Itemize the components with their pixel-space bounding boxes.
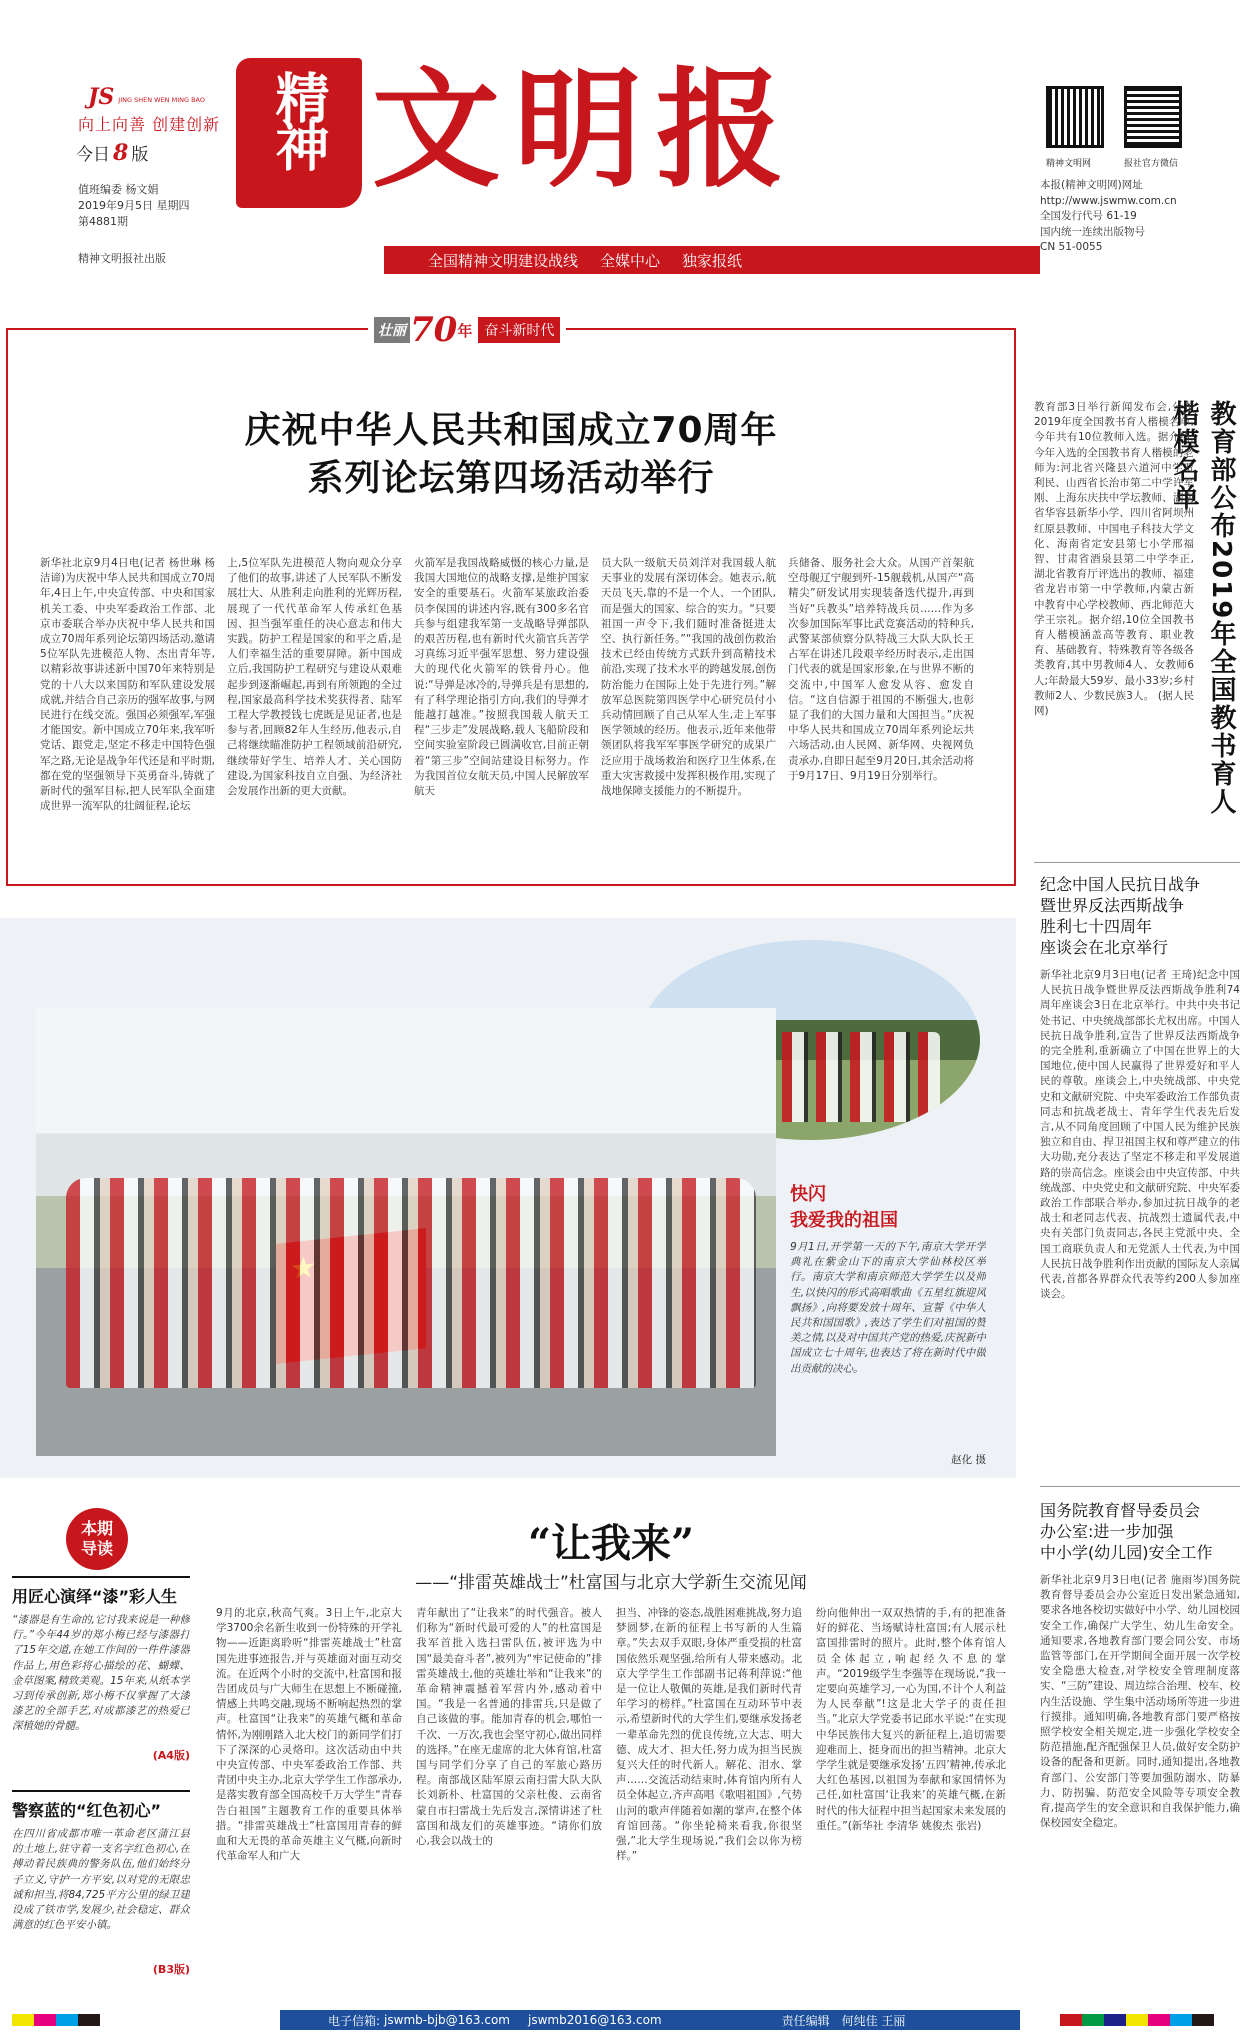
color-swatch	[1082, 2014, 1104, 2026]
color-swatch	[34, 2014, 56, 2026]
title-seal	[236, 58, 362, 208]
color-bar-right	[1060, 2014, 1214, 2026]
photo-credit: 赵化 摄	[951, 1454, 986, 1466]
title-seal-text: 精神	[267, 70, 331, 166]
info-line-5: CN 51-0055	[1040, 241, 1103, 253]
footer-bar	[280, 2010, 1020, 2030]
lead-title-line1: 庆祝中华人民共和国成立70周年	[244, 410, 778, 451]
color-bar-left	[12, 2014, 122, 2026]
feature-column-4: 纷向他伸出一双双热情的手,有的把准备好的鲜花、当场赋诗杜富国;有人展示杜富国排雷时的照片。此时,整个体育馆人员全体起立,响起经久不息的掌声。“2019级学生李强等在现场说,“我一定要向英雄学习,一心为国,不计个人利益为人民奉献”!这是北大学子的责任担当。”北京大学党委书记邱水平说:“在实现中华民族伟大复兴的新征程上,追切需要迎难而上、挺身而出的担当精神。北京大学学生就是要继承发扬‘五四’精神,传承北大红色基因,以祖国为奉献和家国情怀为己任,如杜富国‘让我来’的英雄气概,在新时代的伟大征程中担当起国家未来发展的重任。”(新华社 李清华 姚俊杰 张岩)	[816, 1607, 1006, 1832]
qr-label-website: 精神文明网	[1046, 159, 1092, 169]
info-line-3: 全国发行代号 61-19	[1040, 210, 1137, 222]
guide-item-1-title: 用匠心演绎“漆”彩人生	[12, 1587, 178, 1606]
feature-column-2: 青年献出了“让我来”的时代强音。被人们称为“新时代最可爱的人”的杜富国是我军首批入选扫雷队伍,被评选为中国“最美奋斗者”,被列为“牢记使命的”排雷英雄战士,他的英雄壮举和“让我来”的革命精神震撼着军营内外,感动着中国。“我是一名普通的排雷兵,只是做了自己该做的事。能加青春的机会,哪怕一千次、一万次,我也会坚守初心,做出同样的选择。”在座无虚席的北大体育馆,杜富国与同学们分享了自己的军旅心路历程。南部战区陆军原云南扫雷大队大队长刘新朴、杜富国的父亲杜俊、云南省蒙自市扫雷战士先后发言,深情讲述了杜富国和战友们的英雄事迹。“请你们放心,我会以战士的	[416, 1607, 602, 1848]
feature-title: “让我来”	[527, 1520, 694, 1567]
feature-story	[206, 1512, 1016, 1990]
lead-column-5: 兵储备、服务社会大众。从国产首架航空母舰辽宁舰到歼-15舰载机,从国产“高精尖”研发试用实现装备迭代提升,再到当好“兵教头”培养特战兵员……作为多次参加国际军事比武竞赛活动的特种兵,武警某部侦察分队特战三大队大队长王占军在讲述几段艰辛经历时表示,走出国门代表的就是国家形象,在与世界不断的交流中,中国军人愈发从容、愈发自信。“这自信源于祖国的不断强大,也彰显了我们的大国力量和大国担当。”庆祝中华人民共和国成立70周年系列论坛共六场活动,由人民网、新华网、央视网负责承办,自即日起至9月20日,其余活动将于9月17日、9月19日分别举行。	[788, 557, 974, 782]
issue-number: 第4881期	[78, 215, 128, 228]
guide-item-2[interactable]	[12, 1790, 190, 1977]
lead-title-line2: 系列论坛第四场活动举行	[307, 458, 715, 499]
color-swatch	[100, 2014, 122, 2026]
banner-zhuangli: 壮丽	[374, 317, 410, 343]
banner-nian: 年	[457, 321, 473, 340]
color-swatch	[56, 2014, 78, 2026]
color-swatch	[1126, 2014, 1148, 2026]
footer-email-label: 电子信箱:	[328, 2013, 381, 2028]
banner-70	[368, 312, 566, 348]
side-story-antiwar	[1040, 874, 1240, 1434]
footer-duty-label: 责任编辑	[781, 2013, 830, 2028]
lead-column-2: 上,5位军队先进模范人物向观众分享了他们的故事,讲述了人民军队不断发展壮大、从胜利走向胜利的光辉历程,展现了一代代革命军人传承红色基因、担当强军重任的决心意志和伟大实践。防护工程是国家的和平之盾,是人们幸福生活的重要屏障。新中国成立后,我国防护工程研究与建设从艰难起步到逐渐崛起,再到有所领跑的全过程,国家最高科学技术奖获得者、陆军工程大学教授钱七虎既是见证者,也是参与者,回顾82年人生经历,他表示,自己将继续瞄准防护工程领域前沿研究,继续带好学生、培养人才、关心国防建设,为国家科技自立自强、为经济社会发展作出新的更大贡献。	[227, 557, 402, 798]
photo-section	[0, 918, 1016, 1478]
side3-title-line3: 中小学(幼儿园)安全工作	[1040, 1543, 1213, 1562]
info-line-4: 国内统一连续出版物号	[1040, 225, 1145, 238]
publisher: 精神文明报社出版	[78, 252, 166, 265]
issue-date: 2019年9月5日 星期四	[78, 199, 190, 212]
tagline-item-2: 全媒中心	[600, 251, 661, 270]
side2-title-line4: 座谈会在北京举行	[1040, 938, 1169, 957]
guide-item-1-text: “漆器是有生命的,它讨我来说是一种修行。”今年44岁的郑小梅已经与漆器打了15年交道,在她工作间的一件件漆器作品上,用色彩将心描绘的花、蝴蝶、金草图案,精致美观。15年来,从纸本学习到传承创新,郑小梅不仅掌握了大漆漆艺的全部手艺,对成都漆艺的热爱已深植她的骨髓。	[12, 1614, 190, 1733]
side-story-safety	[1040, 1500, 1240, 1990]
color-swatch	[1104, 2014, 1126, 2026]
side2-title-line2: 暨世界反法西斯战争	[1040, 896, 1185, 915]
footer-email-1[interactable]: jswmb-bjb@163.com	[384, 2013, 510, 2027]
masthead-meta	[78, 182, 190, 230]
side3-text: 新华社北京9月3日电(记者 施雨岑)国务院教育督导委员会办公室近日发出紧急通知,要求各地各校切实做好中小学、幼儿园校园安全工作,确保广大学生、幼儿生命安全。通知要求,各地教育部门要会同公安、市场监管等部门,在开学期间全面开展一次学校安全隐患大检查,对学校安全管理制度落实、“三防”建设、周边综合治理、校车、校内生活设施、学生集中活动场所等进一步进行摸排。通知明确,各地教育部门要严格按照学校安全相关规定,进一步强化学校安全防范措施,配齐配强保卫人员,做好安全防护设备的配备和更新。同时,通知提出,各地教育部门、公安部门等要加强防溺水、防暴力、防拐骗、防范安全风险等专项安全教育,提高学生的安全意识和自我保护能力,确保校园安全稳定。	[1040, 1574, 1240, 1830]
masthead	[0, 0, 1246, 290]
side1-text	[1034, 400, 1194, 810]
guide-item-1-page: (A4版)	[152, 1749, 190, 1762]
lead-column-3: 火箭军是我国战略威慑的核心力量,是我国大国地位的战略支撑,是维护国家安全的重要基石。火箭军某旅政治委员李保国的讲述内容,既有300多名官兵参与组建我军第一支战略导弹部队的艰苦历程,也有新时代火箭官兵苦学习真练习近平强军思想、努力建设强大的现代化火箭军的铁骨丹心。他说:“导弹是冰冷的,导弹兵是有思想的,有了科学理论指引方向,我们的导弹才能越打越准。”按照我国载人航天工程“三步走”发展战略,载人飞船阶段和空间实验室阶段已圆满收官,目前正朝着“第三步”空间站建设目标努力。作为我国首位女航天员,中国人民解放军航天	[414, 557, 589, 798]
guide-item-2-text: 在四川省成都市唯一革命老区蒲江县的土地上,驻守着一支名字红色初心,在搏动着民族典的警务队伍,他们始终分子立义,守护一方平安,以对党的无限忠诚和担当,将84,725平方公里的绿卫建设成了铁市学,发展少,社会稳定、群众满意的红色平安小镇。	[12, 1828, 190, 1932]
feature-subtitle: ——“排雷英雄战士”杜富国与北京大学新生交流见闻	[415, 1573, 807, 1593]
color-swatch	[1060, 2014, 1082, 2026]
banner-tag: 奋斗新时代	[478, 317, 560, 343]
info-line-2[interactable]: http://www.jswmw.com.cn	[1040, 194, 1177, 207]
color-swatch	[1148, 2014, 1170, 2026]
side2-title-line1: 纪念中国人民抗日战争	[1040, 875, 1201, 894]
feature-column-1: 9月的北京,秋高气爽。3日上午,北京大学3700余名新生收到一份特殊的开学礼物——近距离聆听“排雷英雄战士”杜富国先进事迹报告,并与英雄面对面互动交流。在近两个小时的交流中,杜富国和报告团成员与广大师生在思想上不断碰撞,情感上共鸣交融,现场不断响起热烈的掌声。杜富国“让我来”的英雄气概和革命情怀,为刚刚踏入北大校门的新同学们打下了深深的心灵烙印。这次活动由中共中央宣传部、中央军委政治工作部、共青团中央主办,北京大学学生工作部承办,是落实教育部全国高校千万大学生“青春告白祖国”主题教育工作的重要具体举措。“排雷英雄战士”杜富国用青春的鲜血和大无畏的革命英雄主义气概,向新时代革命军人和广大	[216, 1607, 402, 1863]
today-label: 今日	[76, 145, 110, 165]
side-story-teachers	[1034, 400, 1240, 820]
side1-body: 教育部3日举行新闻发布会,公布2019年度全国教书育人楷模名单,今年共有10位教师入选。据介绍,今年入选的全国教书育人楷模的老师为:河北省兴隆县六道河中学贾利民、山西省长治市第二中学许军刚、上海东庆扶中学坛教师、湖南省华容县新华小学、四川省阿坝州红原县教师、中国电子科技大学文化、海南省定安县第七小学邢福智、甘肃省酒泉县第二中学李正,湖北省教育厅评选出的教师、福建省龙岩市第一中学教师,内蒙古新中教育中心学校教师、西北师范大学王宗礼。据介绍,10位全国教书育人楷模涵盖高等教育、职业教育、基础教育、特殊教育等各级各类教育,其中男教师4人、女教师6人;年龄最大59岁、最小33岁;乡村教师2人、少数民族3人。	[1034, 401, 1194, 702]
side2-title	[1040, 874, 1240, 958]
footer-email-2[interactable]: jswmb2016@163.com	[528, 2013, 662, 2027]
qr-code-wechat[interactable]	[1124, 86, 1182, 148]
side1-title: 教育部公布2019年全国教书育人楷模名单	[1169, 400, 1236, 817]
caption-text: 9月1日,开学第一天的下午,南京大学开学典礼在紫金山下的南京大学仙林校区举行。南京大学和南京师范大学学生以及师生,以快闪的形式高唱歌曲《五星红旗迎风飘扬》,向将要发放十周年、宣誓《中华人民共和国国歌》,表达了学生们对祖国的赞美之情,以及对中国共产党的热爱,庆祝新中国成立七十周年,也表达了将在新时代中做出贡献的决心。	[790, 1241, 986, 1375]
side-divider-1	[1034, 862, 1240, 863]
logo-mark: JS	[88, 84, 115, 110]
guide-stamp-line1: 本期	[80, 1519, 113, 1538]
masthead-info	[1040, 178, 1177, 256]
feature-column-3: 担当、冲锋的姿态,战胜困难挑战,努力追梦圆梦,在新的征程上书写新的人生篇章。”失去双手双眼,身体严重受损的杜富国依然乐观坚强,给所有人带来感动。北京大学学生工作部副书记蒋利萍说:“他是一位让人敬佩的英雄,是我们新时代青年学习的榜样。”杜富国在互动环节中表示,希望新时代的大学生们,要继承发扬老一辈革命先烈的优良传统,立大志、明大德、成大才、担大任,努力成为担当民族复兴大任的时代新人。解花、泪水、掌声……交流活动结束时,体育馆内所有人员全体起立,齐声高唱《歌唱祖国》,气势山河的歌声伴随着如潮的掌声,在整个体育馆回荡。“你坐轮椅来看我,你很坚强,”北大学生现场说,“我们会以你为榜样。”	[616, 1607, 802, 1863]
main-photo[interactable]	[36, 1008, 776, 1456]
lead-column-4: 员大队一级航天员刘洋对我国载人航天事业的发展有深切体会。她表示,航天员飞天,靠的不是一个人、一个团队,而是强大的国家、综合的实力。“只要祖国一声令下,我们随时准备挺进太空、执行新任务。”“我国的战创伤救治技术已经由传统方式跃升到高精技术前沿,实现了技术水平的跨越发展,创伤防治能力在国际上处于先进行列。”解放军总医院第四医学中心研究员付小兵动情回顾了自己从军人生,走上军事医学领域的经历。他表示,近年来他带领团队将我军军事医学研究的成果广泛应用于战场救治和医疗卫生体系,在重大灾害救援中发挥积极作用,实现了战地保障支援能力的不断提升。	[601, 557, 776, 798]
lead-story	[6, 310, 1016, 886]
side2-text: 新华社北京9月3日电(记者 王琦)纪念中国人民抗日战争暨世界反法西斯战争胜利74周年座谈会3日在北京举行。中共中央书记处书记、中央统战部部长尤权出席。中国人民抗日战争胜利,宣告了世界反法西斯战争的完全胜利,重新确立了中国在世界上的大国地位,使中国人民赢得了世界爱好和平人民的尊敬。座谈会上,中央统战部、中央党史和文献研究院、中央军委政治工作部负责同志和抗战老战士、青年学生代表先后发言,从不同角度回顾了中国人民为维护民族独立和自由、捍卫祖国主权和尊严建立的伟大功勋,充分表达了坚定不移走和平发展道路的崇高信念。座谈会由中央宣传部、中共统战部、中央党史和文献研究院、中央军委政治工作部联合举办,参加过抗日战争的老战士和老同志代表、抗战烈士遗属代表,中央有关部门负责同志,各民主党派中央、全国工商联负责人和无党派人士代表,为中国人民抗日战争胜利作出贡献的国际友人亲属代表,首都各界群众代表等约200人参加座谈会。	[1040, 969, 1240, 1301]
side1-byline: (据人民网)	[1034, 689, 1194, 718]
side-divider-2	[1040, 1486, 1240, 1487]
tagline-item-3: 独家报纸	[682, 251, 743, 270]
info-line-1: 本报(精神文明网)网址	[1040, 179, 1143, 191]
side3-title	[1040, 1500, 1240, 1563]
lead-column-1: 新华社北京9月4日电(记者 杨世琳 杨洁谛)为庆祝中华人民共和国成立70周年,4日上午,中央宣传部、中央和国家机关工委、中央军委政治工作部、北京市委联合举办庆祝中华人民共和国成立70周年系列论坛第四场活动,邀请5位军队先进模范人物、杰出青年等,以精彩故事讲述新中国70年来特别是党的十八大以来国防和军队建设发展成就,并结合自己亲历的强军故事,与网民进行在线交流。强国必须强军,军强才能国安。新中国成立70年来,我军听党话、跟党走,坚定不移走中国特色强军之路,无论是战争年代还是和平时期,都在党的坚强领导下英勇奋斗,铸就了新时代的强军目标,把人民军队全面建成世界一流军队的壮阔征程,论坛	[40, 557, 215, 813]
title-main: 文明报	[372, 55, 799, 205]
qr-label-wechat: 报社官方微信	[1124, 159, 1179, 169]
caption-title-2: 我爱我的祖国	[790, 1210, 898, 1231]
tagline-item-1: 全国精神文明建设战线	[428, 251, 579, 270]
banner-seventy: 70	[410, 310, 458, 350]
side3-title-line2: 办公室:进一步加强	[1040, 1522, 1174, 1541]
masthead-slogan: 向上向善 创建创新	[78, 115, 221, 134]
tagline-bar	[384, 246, 1040, 274]
photo-caption	[790, 1180, 986, 1466]
guide-item-2-title: 警察蓝的“红色初心”	[12, 1801, 162, 1820]
guide-stamp	[66, 1508, 128, 1570]
page-count: 8	[113, 140, 129, 166]
guide-item-1[interactable]	[12, 1576, 190, 1763]
side3-title-line1: 国务院教育督导委员会	[1040, 1501, 1201, 1520]
main-photo-crowd	[66, 1178, 756, 1388]
side2-title-line3: 胜利七十四周年	[1040, 917, 1153, 936]
guide-item-2-page: (B3版)	[152, 1963, 190, 1976]
color-swatch	[12, 2014, 34, 2026]
color-swatch	[1192, 2014, 1214, 2026]
page-unit: 版	[131, 145, 149, 165]
logo-pinyin: JING SHEN WEN MING BAO	[118, 95, 206, 104]
duty-editor: 值班编委 杨文娟	[78, 183, 159, 196]
guide-stamp-line2: 导读	[80, 1539, 113, 1558]
caption-title-1: 快闪	[790, 1184, 826, 1205]
masthead-logo	[88, 84, 218, 110]
footer-editors: 何纯佳 王丽	[841, 2013, 906, 2028]
color-swatch	[1170, 2014, 1192, 2026]
today-pages	[76, 140, 148, 166]
qr-code-website[interactable]	[1046, 86, 1104, 148]
guide-box	[12, 1508, 190, 1986]
footer	[0, 2006, 1246, 2034]
color-swatch	[78, 2014, 100, 2026]
